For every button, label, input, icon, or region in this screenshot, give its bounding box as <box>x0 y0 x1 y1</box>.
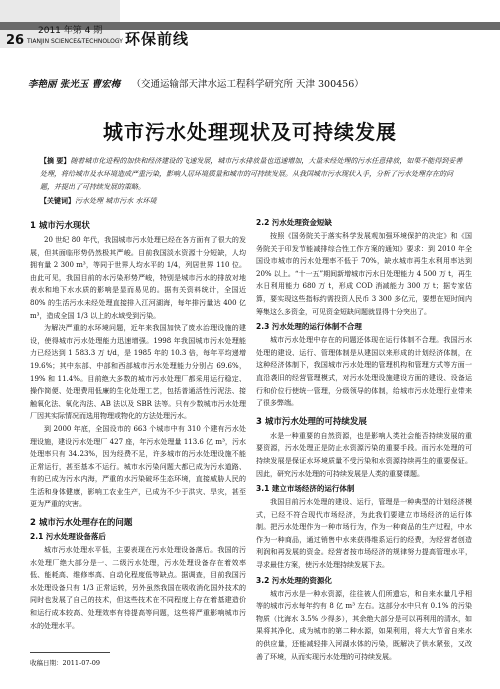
section-heading: 2.1 污水处理设备落后 <box>30 532 106 542</box>
left-column <box>30 214 246 632</box>
section-heading: 1 城市污水现状 <box>30 221 90 231</box>
section-heading: 3 城市污水处理的可持续发展 <box>256 416 367 427</box>
paragraph: 城市污水处理中存在的问题还体现在运行体制不合理。我国污水处理的建设、运行、管理体制是从建国以来形成的计划经济体制，在这种经济体制下，我国城市污水处理的管理机构和管理方式等方面一直沿袭旧的经营管理模式，对污水处理设施建设方面的建设、设备运行和价位行使统一管理，分级领导的体制，给城市污水处理行业带来了很多弊端。 <box>256 336 472 408</box>
article-title: 城市污水处理现状及可持续发展 <box>103 120 397 144</box>
paragraph: 城市污水是一种水资源，往往被人们所遗忘，和自来水量几乎相等的城市污水每年约有 8 亿 m³ 左右。这部分水中只有 0.1% 的污染物质（比海水 3.5% 少得多），其余绝大部分是可以再利用的清水，如果将其净化、成为城市的第二种水源，如果利用，将大大节省自来水的供应量，还能减轻排入河湖水体的污染，既解决了供水紧张，又改善了环境，从而实现污水处理的可持续发展。 <box>256 589 472 661</box>
paragraph: 20 世纪 80 年代，我国城市污水处理已经在各方面有了很大的发展，但其面临形势仍然极其严峻。目前我国淡水资源十分短缺，人均拥有量 2 300 m³，等同于世界人均水平的 1/4，列居世界 110 位。由此可见，我国目前的水污染形势严峻，特别是城市污水的排放对地表水和地下水水质的影响是显而易见的。据有关资料统计，全国近 80% 的生活污水未经处理直接排入江河湖海，每年排污量达 400 亿 m³，造成全国 1/3 以上的水域受到污染。 <box>30 236 246 320</box>
paragraph: 水是一种重要的自然资源，也是影响人类社会能否持续发展的重要资源，污水处理正是防止水资源污染的重要手段。而污水处理的可持续发展是保证水环境质量不受污染和水资源持续再生的重要保证。因此，研究污水处理的可持续发展是人类的重要课题。 <box>256 431 472 478</box>
paragraph: 我国目前污水处理的建设、运行，管理是一种典型的计划经济模式，已经不符合现代市场经济，为此我们要建立市场经济的运行体制。把污水处理作为一种市场行为，作为一种商品的生产过程，中水作为一种商品，通过销售中水来获得维系运行的经费，为经营者创造利润和再发展的资金。经营者按市场经济的规律努力提高管理水平，寻求最佳方案，使污水处理持续发展下去。 <box>256 498 472 570</box>
footnote-rule <box>30 652 110 653</box>
abstract <box>40 154 466 208</box>
section-heading: 3.1 建立市场经济的运行体制 <box>256 484 355 494</box>
abstract-label: 【摘 要】 <box>40 156 71 165</box>
journal-name: TIANJIN SCIENCE&TECHNOLOGY <box>27 38 123 45</box>
section-heading: 2 城市污水处理存在的问题 <box>30 518 133 529</box>
author-line <box>28 76 364 90</box>
page-header <box>0 0 500 56</box>
keywords-text: 污水处理 城市污水 水环境 <box>75 197 157 205</box>
section-heading: 2.2 污水处理资金短缺 <box>256 218 332 227</box>
paragraph: 城市污水处理水平低，主要表现在污水处理设备落后。我国的污水处理厂绝大部分是一、二级污水处理，污水处理设备存在着效率低、能耗高、维修率高、自动化程度低等缺点。据调查，目前我国污水处理设备只有 1/3 正常运转，另外虽然我国在吸收消化国外技术的同时也发展了自己的技术，但这些技术在不同程度上存在着基建造价和运行成本较高、处理效率有待提高等问题，这些将严重影响城市污水的处理水平。 <box>30 546 246 630</box>
paragraph: 为解决严重的水环境问题，近年来我国加快了废水治理设施的建设，使得城市污水处理能力迅速增强。1998 年我国城市污水处理能力已经达到 1 583.3 万 t/d，是 1985 年的 10.3 倍，每年平均递增 19.6%；其中东部、中部和西部城市污水处理能力分别占 69.6%，19% 和 11.4%。目前绝大多数的城市污水处理厂都采用运行稳定、操作简便、处理费用低廉的生化处理工艺，包括普通活性污泥法、接触氧化法、氧化沟法、AB 法以及 SBR 法等。只有少数城市污水处理厂因其实际情况而选用物理或物化的方法处理污水。 <box>30 324 246 421</box>
author-names: 李艳丽 张光玉 曹宏梅 <box>28 79 121 90</box>
section-heading: 2.3 污水处理的运行体制不合理 <box>256 322 362 332</box>
footnote: 收稿日期：2011-07-09 <box>30 659 100 667</box>
page-number: 26 <box>6 33 25 48</box>
paragraph: 到 2000 年底，全国设市的 663 个城市中有 310 个建有污水处理设施，建设污水处理厂 427 座，年污水处理量 113.6 亿 m³，污水处理率只有 34.23%，因为经费不足，许多城市的污水处理设施不能正常运行，甚至基本不运行。城市水污染问题大都已成为污水道路、有的已成为污水内海，严重的水污染破坏生态环境，直接威胁人民的生活和身体健康，影响工农业生产，已成为不少于洪灾、旱灾，甚至更为严重的灾害。 <box>30 424 246 509</box>
issue-label: 2011 年第 4 期 <box>38 26 103 36</box>
section-title: 环保前线 <box>125 30 190 48</box>
right-column <box>256 214 472 663</box>
author-affiliation: （交通运输部天津水运工程科学研究所 天津 300456） <box>131 79 364 90</box>
section-heading: 3.2 污水处理的资源化 <box>256 575 332 585</box>
abstract-text: 随着城市化进程的加快和经济建设的飞速发展，城市污水排放量也迅速增加，大量未经处理的污水任意排放，如果不能得到妥善处理，将给城市及水环境造成严重污染，影响人居环境质量和城市的可持续发展。从我国城市污水现状入手，分析了污水处理存在的问题，并提出了可持续发展的策略。 <box>40 157 463 191</box>
keywords-label: 【关键词】 <box>40 196 75 205</box>
paragraph: 按照《国务院关于落实科学发展观加强环境保护的决定》和《国务院关于印发节能减排综合性工作方案的通知》要求：到 2010 年全国设市城市的污水处理率不低于 70%，缺水城市再生水利用率达到 20% 以上。“十一五”期间新增城市污水日处理能力 4 500 万 t，再生水日利用能力 680 万 t，形成 COD 消减能力 300 万 t；据专家估算，要实现这些指标约需投资人民币 3 300 多亿元，要想在短时间内筹集这么多资金，可见资金短缺问题就显得十分突出了。 <box>256 232 472 316</box>
